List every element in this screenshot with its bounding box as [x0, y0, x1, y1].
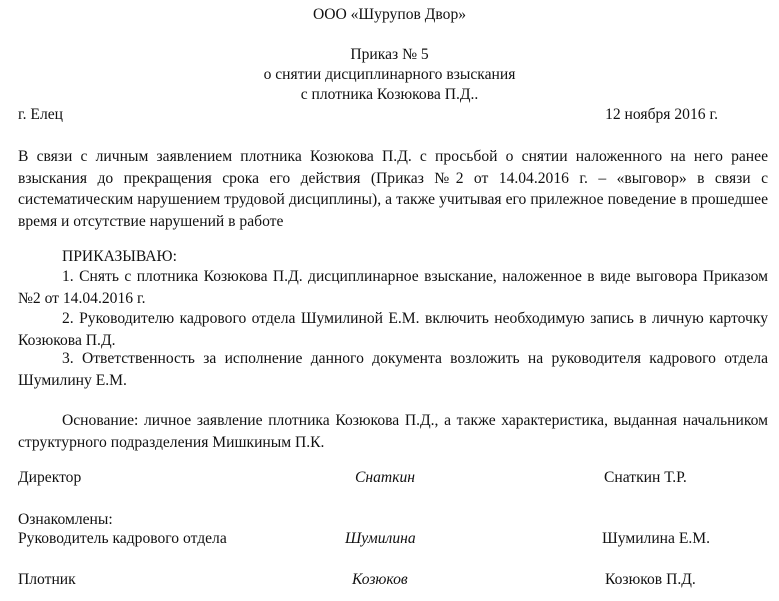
order-subject-line-2: с плотника Козюкова П.Д..: [300, 86, 479, 103]
director-signature: Снаткин: [355, 469, 416, 486]
order-item-2: 2. Руководителю кадрового отдела Шумилиной Е.М. включить необходимую запись в личную карточку Козюкова П.Д.: [18, 310, 768, 349]
intro-paragraph: В связи с личным заявлением плотника Козюкова П.Д. с просьбой о снятии наложенного на него ранее взыскания до прекращения срока его действия (Приказ №2 от 14.04.2016 г. – «выговор» в связи с систематическим нарушением трудовой дисциплины), а также учитывая его прилежное поведение в прошедшее время и отсутствие нарушений в работе: [18, 148, 768, 230]
carpenter-name: Козюков П.Д.: [605, 571, 696, 588]
carpenter-signature: Козюков: [352, 571, 408, 588]
basis-paragraph: Основание: личное заявление плотника Козюкова П.Д., а также характеристика, выданная начальником структурного подразделения Мишкиным П.К.: [18, 412, 768, 451]
order-title: Приказ № 5: [350, 46, 429, 63]
hr-head-signature: Шумилина: [345, 530, 416, 547]
carpenter-role: Плотник: [18, 571, 76, 588]
order-subject-line-1: о снятии дисциплинарного взыскания: [263, 66, 516, 83]
director-role: Директор: [18, 469, 82, 486]
hr-head-name: Шумилина Е.М.: [602, 530, 711, 547]
hr-head-role: Руководитель кадрового отдела: [18, 530, 227, 547]
acquainted-label: Ознакомлены:: [18, 511, 113, 528]
order-date: 12 ноября 2016 г.: [605, 106, 718, 123]
order-item-1: 1. Снять с плотника Козюкова П.Д. дисциплинарное взыскание, наложенное в виде выговора Приказом №2 от 14.04.2016 г.: [18, 268, 768, 307]
director-name: Снаткин Т.Р.: [604, 469, 687, 486]
order-item-3: 3. Ответственность за исполнение данного документа возложить на руководителя кадрового отдела Шумилину Е.М.: [18, 350, 768, 389]
place: г. Елец: [18, 106, 64, 123]
organization-name: ООО «Шурупов Двор»: [312, 6, 467, 23]
order-heading: ПРИКАЗЫВАЮ:: [62, 248, 177, 265]
